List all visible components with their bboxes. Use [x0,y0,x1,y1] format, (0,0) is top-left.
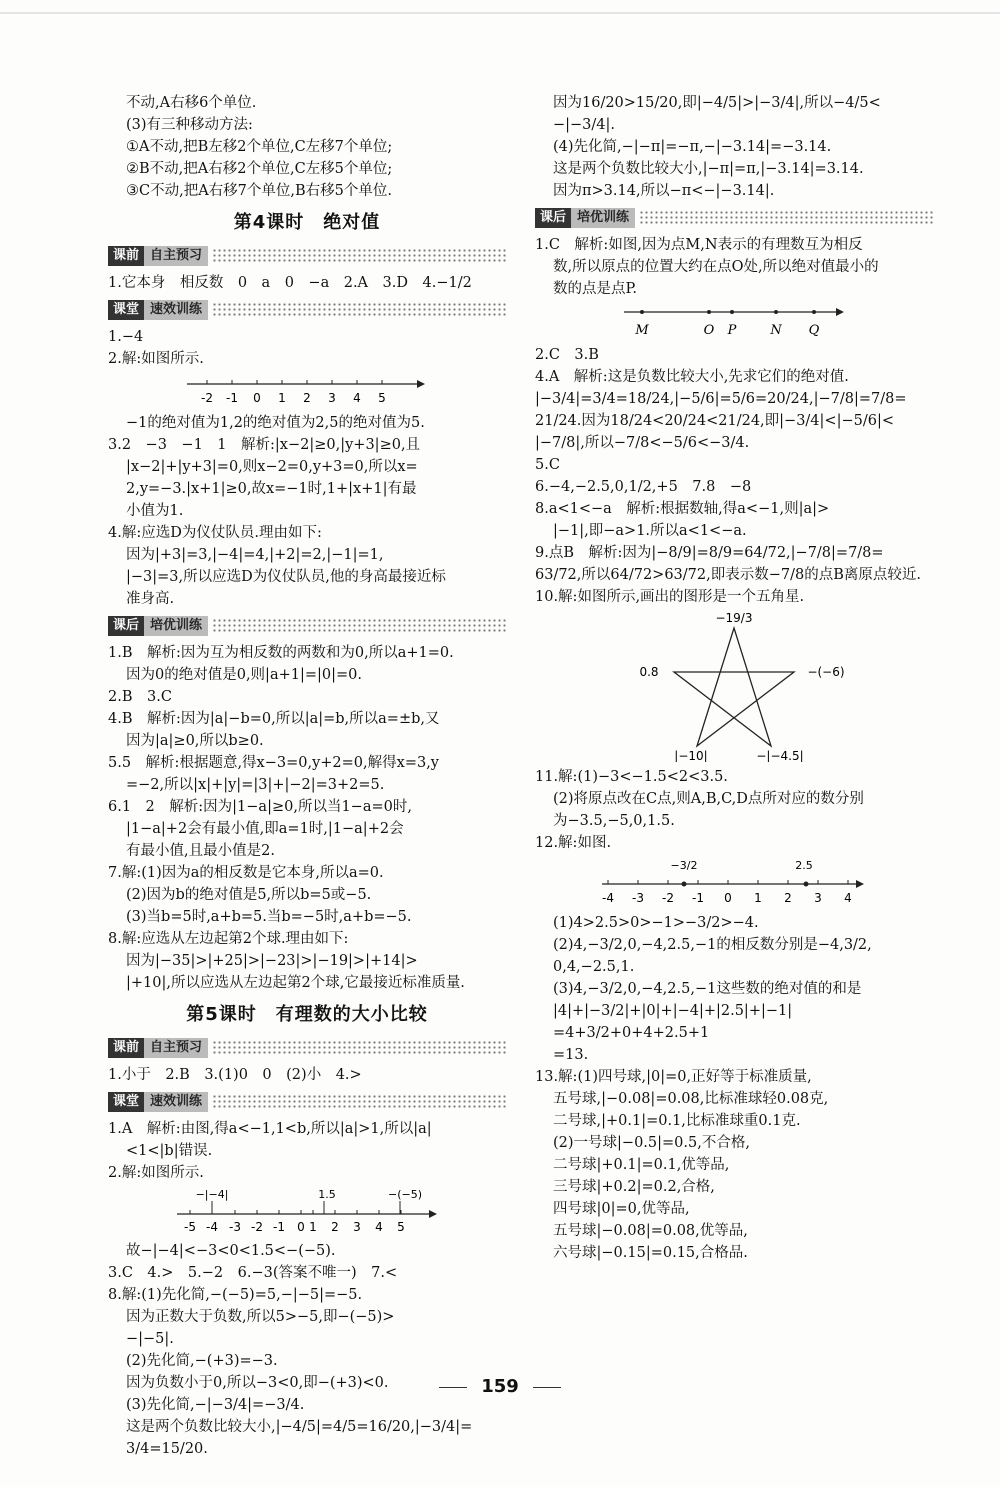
star-label: 0.8 [639,665,659,679]
mark-label: −|−4| [195,1188,229,1201]
axis-arrow [836,308,844,316]
answer-line: =−2,所以|x|+|y|=|3|+|−2|=3+2=5. [126,777,385,793]
answer-line: 这是两个负数比较大小,|−π|=π,|−3.14|=3.14. [553,161,864,177]
answer-line: 12.解:如图. [535,835,612,851]
answer-line: =4+3/2+0+4+2.5+1 [553,1025,710,1041]
lesson-title: 第4课时 绝对值 [233,212,381,233]
answer-line: 四号球|0|=0,优等品, [553,1201,690,1217]
answer-line: 因为负数小于0,所以−3<0,即−(+3)<0. [126,1375,389,1391]
mopnq-number-line [614,304,854,340]
answer-line: (4)先化简,−|−π|=−π,−|−3.14|=−3.14. [553,139,832,155]
tick-label: 2 [331,1220,339,1234]
answer-line: 2,y=−3.|x+1|≥0,故x=−1时,1+|x+1|有最 [126,481,417,497]
answer-line: 故−|−4|<−3<0<1.5<−(−5). [126,1243,336,1259]
answer-line: 五号球,|−0.08|=0.08,比标准球轻0.08克, [553,1091,829,1107]
answer-line: 21/24.因为18/24<20/24<21/24,即|−3/4|<|−5/6|< [535,413,894,429]
section-name: 速效训练 [144,300,208,320]
answer-line: |−3/4|=3/4=18/24,|−5/6|=5/6=20/24,|−7/8|=7/8= [535,391,907,407]
answer-line: 9.点B 解析:因为|−8/9|=8/9=64/72,|−7/8|=7/8= [535,545,884,561]
section-tag: 课前 [108,246,144,266]
section-header [108,246,506,266]
answer-line: |−7/8|,所以−7/8<−5/6<−3/4. [535,435,750,451]
section-tag: 课堂 [108,1092,144,1112]
section-name: 培优训练 [571,208,635,228]
answer-line: (3)当b=5时,a+b=5.当b=−5时,a+b=−5. [126,909,412,925]
section-tag: 课堂 [108,300,144,320]
tick-label: 2 [303,391,311,405]
answer-line: (1)4>2.5>0>−1>−3/2>−4. [553,915,759,931]
star-label: −|−4.5| [756,749,804,762]
answer-line: 2.解:如图所示. [108,351,204,367]
tick-label: 0 [253,391,261,405]
answer-line: 6.1 2 解析:因为|1−a|≥0,所以当1−a=0时, [108,799,412,815]
dotted-rule [639,210,933,226]
tick-label: -1 [692,891,704,905]
answer-line: 二号球,|+0.1|=0.1,比标准球重0.1克. [553,1113,801,1129]
answer-line: 因为16/20>15/20,即|−4/5|>|−3/4|,所以−4/5< [553,95,881,111]
answer-line: |−3|=3,所以应选D为仪仗队员,他的身高最接近标 [126,569,446,585]
answer-line: 3.2 −3 −1 1 解析:|x−2|≥0,|y+3|≥0,且 [108,437,421,453]
tick-label: -3 [632,891,644,905]
right-column [535,92,933,1264]
tick-label: 5 [378,391,386,405]
answer-line: 7.解:(1)因为a的相反数是它本身,所以a=0. [108,865,384,881]
section-name: 速效训练 [144,1092,208,1112]
tick-label: -1 [273,1220,285,1234]
number-line-figure [167,1188,447,1236]
page-number-dash [439,1387,467,1388]
tick-label: -4 [602,891,614,905]
answer-line: (2)先化简,−(+3)=−3. [126,1353,278,1369]
tick-label: 1 [754,891,762,905]
tick-label: 2 [784,891,792,905]
answer-line: (2)将原点改在C点,则A,B,C,D点所对应的数分别 [553,791,864,807]
point-label: P [727,323,737,338]
dotted-rule [212,302,506,318]
section-tag: 课后 [535,208,571,228]
answer-line: (2)一号球|−0.5|=0.5,不合格, [553,1135,750,1151]
answer-line: 因为π>3.14,所以−π<−|−3.14|. [553,183,775,199]
page-number [0,1376,1000,1397]
answer-line: 五号球|−0.08|=0.08,优等品, [553,1223,748,1239]
tick-label: 1 [309,1220,317,1234]
section-header [108,1038,506,1058]
answer-line: 13.解:(1)四号球,|0|=0,正好等于标准质量, [535,1069,812,1085]
section-tag: 课后 [108,616,144,636]
tick-label: 3 [328,391,336,405]
tick-label: -1 [226,391,238,405]
point-label: Q [808,323,820,338]
tick-label: 5 [397,1220,405,1234]
point-label: O [703,323,715,338]
answer-line: 4.A 解析:这是负数比较大小,先求它们的绝对值. [535,369,849,385]
answer-line: 1.B 解析:因为互为相反数的两数和为0,所以a+1=0. [108,645,454,661]
axis-arrow [417,380,425,388]
star-label: |−10| [674,749,708,762]
answer-line: <1<|b|错误. [126,1143,213,1159]
tick-label: 3 [353,1220,361,1234]
answer-line: |x−2|+|y+3|=0,则x−2=0,y+3=0,所以x= [126,459,418,475]
section-tag: 课前 [108,1038,144,1058]
tick-label: -4 [206,1220,218,1234]
tick-label: -2 [662,891,674,905]
tick-label: -2 [201,391,213,405]
answer-line: |1−a|+2会有最小值,即a=1时,|1−a|+2会 [126,821,404,837]
answer-line: 1.−4 [108,329,144,345]
number-line-figure [594,858,874,908]
section-header [535,208,933,228]
answer-line: 3.C 4.> 5.−2 6.−3(答案不唯一) 7.< [108,1265,398,1281]
star-figure [594,612,874,762]
answer-line: (3)4,−3/2,0,−4,2.5,−1这些数的绝对值的和是 [553,981,862,997]
answer-line: 4.解:应选D为仪仗队员.理由如下: [108,525,322,541]
mark-label: −3/2 [670,859,698,872]
axis-arrow [856,880,864,888]
answer-line: 2.C 3.B [535,347,599,363]
axis-arrow [429,1210,437,1218]
answer-line: 有最小值,且最小值是2. [126,843,275,859]
text-line: ③C不动,把A右移7个单位,B右移5个单位. [126,183,392,199]
answer-line: 小值为1. [126,503,184,519]
answer-line: 8.解:(1)先化简,−(−5)=5,−|−5|=−5. [108,1287,363,1303]
page-number-dash [533,1387,561,1388]
answer-line: 二号球|+0.1|=0.1,优等品, [553,1157,730,1173]
answer-line: 三号球|+0.2|=0.2,合格, [553,1179,715,1195]
tick-label: -2 [251,1220,263,1234]
answer-line: 因为|a|≥0,所以b≥0. [126,733,264,749]
answer-line: 这是两个负数比较大小,|−4/5|=4/5=16/20,|−3/4|= [126,1419,473,1435]
section-header [108,616,506,636]
answer-line: =13. [553,1047,589,1063]
answer-line: −1的绝对值为1,2的绝对值为2,5的绝对值为5. [126,415,425,431]
dotted-rule [212,1040,506,1056]
section-header [108,1092,506,1112]
answer-line: 11.解:(1)−3<−1.5<2<3.5. [535,769,728,785]
answer-line: 1.它本身 相反数 0 a 0 −a 2.A 3.D 4.−1/2 [108,275,472,291]
answer-line: 为−3.5,−5,0,1.5. [553,813,675,829]
point-label: N [770,323,782,338]
answer-line: 因为|−35|>|+25|>|−23|>|−19|>|+14|> [126,953,418,969]
text-line: 不动,A右移6个单位. [126,95,257,111]
tick-label: -3 [229,1220,241,1234]
section-header [108,300,506,320]
answer-line: 8.a<1<−a 解析:根据数轴,得a<−1,则|a|> [535,501,830,517]
answer-line: 2.B 3.C [108,689,172,705]
tick-label: 4 [353,391,361,405]
answer-line: 8.解:应选从左边起第2个球.理由如下: [108,931,349,947]
left-column [108,92,506,1460]
tick-label: 3 [814,891,822,905]
page-number-text: 159 [481,1376,519,1397]
answer-line: (2)因为b的绝对值是5,所以b=5或−5. [126,887,372,903]
tick-label: 4 [844,891,852,905]
tick-label: 0 [297,1220,305,1234]
mark-label: −(−5) [387,1188,423,1201]
section-name: 培优训练 [144,616,208,636]
answer-line: −|−3/4|. [553,117,616,133]
dotted-rule [212,1094,506,1110]
text-line: ①A不动,把B左移2个单位,C左移7个单位; [126,139,393,155]
answer-line: (2)4,−3/2,0,−4,2.5,−1的相反数分别是−4,3/2, [553,937,872,953]
answer-line: 6.−4,−2.5,0,1/2,+5 7.8 −8 [535,479,752,495]
answer-line: 数,所以原点的位置大约在点O处,所以绝对值最小的 [553,259,879,275]
answer-line: 10.解:如图所示,画出的图形是一个五角星. [535,589,805,605]
tick-label: 4 [375,1220,383,1234]
answer-line: 3/4=15/20. [126,1441,208,1457]
answer-line: 因为正数大于负数,所以5>−5,即−(−5)> [126,1309,395,1325]
answer-line: (3)先化简,−|−3/4|=−3/4. [126,1397,305,1413]
answer-line: 因为|+3|=3,|−4|=4,|+2|=2,|−1|=1, [126,547,384,563]
point-label: M [635,323,649,338]
mark-label: 1.5 [318,1188,336,1201]
top-rule [0,12,1000,14]
answer-line: 4.B 解析:因为|a|−b=0,所以|a|=b,所以a=±b,又 [108,711,440,727]
star-label: −(−6) [807,665,845,679]
answer-line: |+10|,所以应选从左边起第2个球,它最接近标准质量. [126,975,465,991]
star-shape [674,628,794,746]
answer-line: 六号球|−0.15|=0.15,合格品. [553,1245,748,1261]
answer-line: 63/72,所以64/72>63/72,即表示数−7/8的点B离原点较近. [535,567,921,583]
star-label: −19/3 [715,612,753,625]
answer-line: −|−5|. [126,1331,174,1347]
answer-line: 数的点是点P. [553,281,637,297]
lesson-title: 第5课时 有理数的大小比较 [186,1004,428,1025]
answer-line: 1.C 解析:如图,因为点M,N表示的有理数互为相反 [535,237,863,253]
section-name: 自主预习 [144,1038,208,1058]
answer-line: 0,4,−2.5,1. [553,959,635,975]
mark-label: 2.5 [795,859,813,872]
answer-line: 1.小于 2.B 3.(1)0 0 (2)小 4.> [108,1067,362,1083]
answer-line: |−1|,即−a>1.所以a<1<−a. [553,523,747,539]
answer-line: 因为0的绝对值是0,则|a+1|=|0|=0. [126,667,362,683]
text-line: (3)有三种移动方法: [126,117,253,133]
number-line-figure [177,374,437,408]
dotted-rule [212,618,506,634]
answer-line: 准身高. [126,591,175,607]
tick-label: 1 [278,391,286,405]
intro-block [108,92,506,202]
answer-line: |4|+|−3/2|+|0|+|−4|+|2.5|+|−1| [553,1003,793,1019]
tick-label: -5 [184,1220,196,1234]
section-name: 自主预习 [144,246,208,266]
answer-line: 5.5 解析:根据题意,得x−3=0,y+2=0,解得x=3,y [108,755,439,771]
answer-line: 1.A 解析:由图,得a<−1,1<b,所以|a|>1,所以|a| [108,1121,432,1137]
answer-line: 5.C [535,457,560,473]
dotted-rule [212,248,506,264]
tick-label: 0 [724,891,732,905]
text-line: ②B不动,把A右移2个单位,C左移5个单位; [126,161,393,177]
answer-line: 2.解:如图所示. [108,1165,204,1181]
